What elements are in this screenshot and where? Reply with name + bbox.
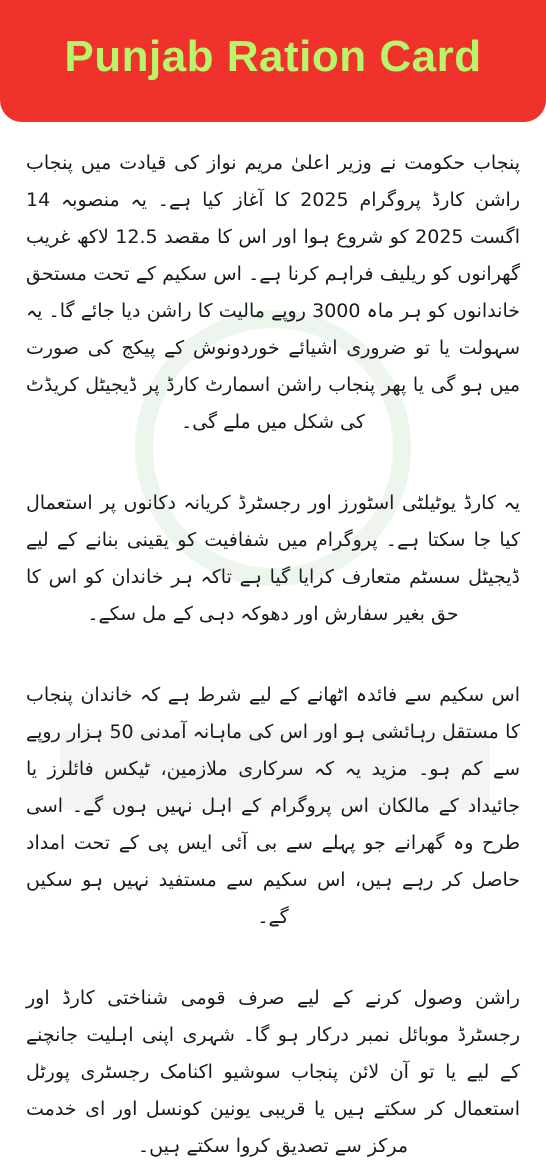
article-body	[26, 145, 520, 1165]
paragraph-eligibility: اس سکیم سے فائدہ اٹھانے کے لیے شرط ہے کہ خاندان پنجاب کا مستقل رہائشی ہو اور اس کی ماہانہ آمدنی 50 ہزار روپے سے کم ہو۔ مزید یہ کہ سرکاری ملازمین، ٹیکس فائلرز یا جائیداد کے مالکان اس پروگرام کے اہل نہیں ہوں گے۔ اسی طرح وہ گھرانے جو پہلے سے بی آئی ایس پی کے تحت امداد حاصل کر رہے ہیں، اس سکیم سے مستفید نہیں ہو سکیں گے۔	[26, 684, 520, 928]
header-banner	[0, 0, 546, 122]
page-title: Punjab Ration Card	[64, 32, 482, 81]
paragraph-requirements: راشن وصول کرنے کے لیے صرف قومی شناختی کارڈ اور رجسٹرڈ موبائل نمبر درکار ہو گا۔ شہری اپنی اہلیت جانچنے کے لیے یا تو آن لائن پنجاب سوشیو اکنامک رجسٹری پورٹل استعمال کر سکتے ہیں یا قریبی یونین کونسل اور ای خدمت مرکز سے تصدیق کروا سکتے ہیں۔	[26, 987, 520, 1157]
paragraph-usage: یہ کارڈ یوٹیلٹی اسٹورز اور رجسٹرڈ کریانہ دکانوں پر استعمال کیا جا سکتا ہے۔ پروگرام میں شفافیت کو یقینی بنانے کے لیے ڈیجیٹل سسٹم متعارف کرایا گیا ہے تاکہ ہر خاندان کو اس کا حق بغیر سفارش اور دھوکہ دہی کے مل سکے۔	[26, 492, 520, 625]
paragraph-intro: پنجاب حکومت نے وزیر اعلیٰ مریم نواز کی قیادت میں پنجاب راشن کارڈ پروگرام 2025 کا آغاز کیا ہے۔ یہ منصوبہ 14 اگست 2025 کو شروع ہوا اور اس کا مقصد 12.5 لاکھ غریب گھرانوں کو ریلیف فراہم کرنا ہے۔ اس سکیم کے تحت مستحق خاندانوں کو ہر ماہ 3000 روپے مالیت کا راشن دیا جائے گا۔ یہ سہولت یا تو ضروری اشیائے خوردونوش کے پیکج کی صورت میں ہو گی یا پھر پنجاب راشن اسمارٹ کارڈ پر ڈیجیٹل کریڈٹ کی شکل میں ملے گی۔	[26, 152, 520, 433]
